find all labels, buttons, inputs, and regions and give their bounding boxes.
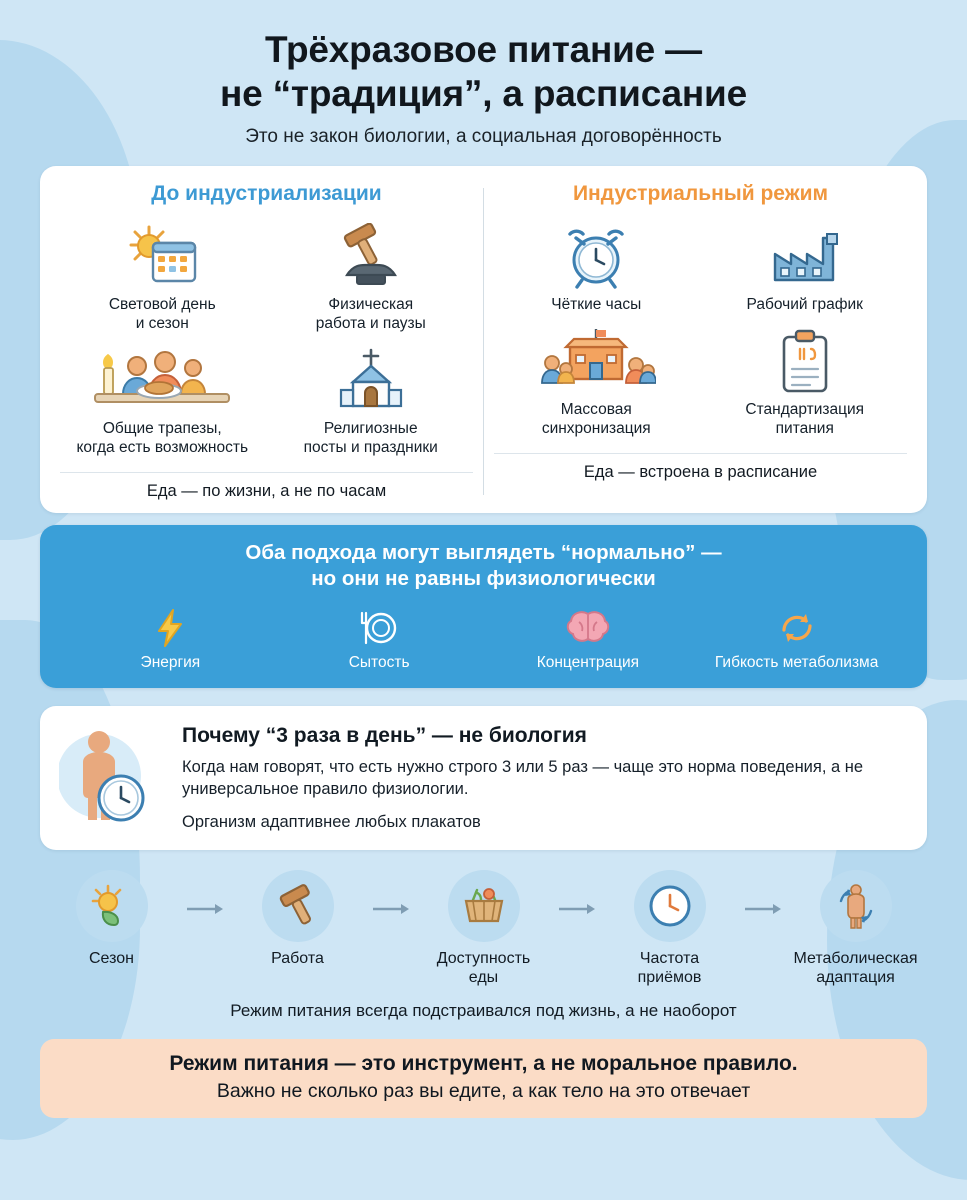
sun-leaf-icon	[76, 870, 148, 942]
comparison-band	[40, 525, 927, 688]
recycle-arrows-icon	[692, 605, 901, 651]
band-heading	[58, 540, 909, 591]
school-crowd-icon	[496, 325, 697, 399]
flow-arrow	[554, 902, 600, 916]
flow-arrow	[740, 902, 786, 916]
comparison-item-caption: Массовая синхронизация	[541, 401, 651, 438]
comparison-item	[269, 218, 474, 338]
person-clock-icon	[56, 720, 166, 832]
flow-step-label: Частота приёмов	[637, 950, 702, 987]
flow-step-food-availability	[416, 870, 552, 987]
flow-step-meal-frequency	[602, 870, 738, 987]
comparison-item	[269, 342, 474, 462]
band-item-label: Гибкость метаболизма	[714, 654, 879, 672]
flow-note: Режим питания всегда подстраивался под жизнь, а не наоборот	[230, 1001, 737, 1021]
flow-step-work	[230, 870, 366, 968]
why-card	[40, 706, 927, 850]
flow-step-label: Сезон	[89, 950, 134, 967]
alarm-clock-icon	[496, 220, 697, 294]
flow-diagram	[40, 870, 927, 987]
comparison-item	[494, 323, 699, 443]
why-heading: Почему “3 раза в день” — не биология	[182, 724, 587, 748]
column-footer-preindustrial: Еда — по жизни, а не по часам	[60, 472, 473, 501]
bottom-banner	[40, 1039, 927, 1118]
band-item-label: Энергия	[140, 654, 201, 672]
comparison-item-caption: Световой день и сезон	[108, 296, 216, 333]
plate-cutlery-icon	[275, 605, 484, 651]
band-item-label: Концентрация	[536, 654, 640, 672]
title-line-2: не “традиция”, а расписание	[220, 72, 747, 114]
comparison-item	[703, 323, 908, 443]
band-heading-line-1: Оба подхода могут выглядеть “нормально” —	[245, 540, 722, 564]
comparison-item	[494, 218, 699, 319]
flow-step-label: Метаболическая адаптация	[793, 950, 918, 987]
flow-arrow	[182, 902, 228, 916]
flow-arrow	[368, 902, 414, 916]
band-item-label: Сытость	[348, 654, 410, 672]
comparison-item-caption: Общие трапезы, когда есть возможность	[76, 420, 249, 457]
band-item-focus	[484, 605, 693, 672]
why-paragraph-2: Организм адаптивнее любых плакатов	[182, 813, 481, 832]
flow-step-season	[44, 870, 180, 968]
hammer-anvil-icon	[271, 220, 472, 294]
comparison-column-preindustrial	[50, 182, 483, 501]
flow-step-label: Работа	[271, 950, 324, 967]
flow-step-metabolic-adaptation	[788, 870, 924, 987]
comparison-card	[40, 166, 927, 513]
family-meal-icon	[62, 344, 263, 418]
lightning-icon	[66, 605, 275, 651]
comparison-column-industrial	[484, 182, 917, 501]
flow-step-label: Доступность еды	[436, 950, 531, 987]
hammer-icon	[262, 870, 334, 942]
column-heading-industrial: Индустриальный режим	[572, 182, 829, 206]
comparison-item-caption: Рабочий график	[746, 296, 863, 314]
clock-icon	[634, 870, 706, 942]
basket-icon	[448, 870, 520, 942]
comparison-item-caption: Религиозные посты и праздники	[303, 420, 438, 457]
sun-calendar-icon	[62, 220, 263, 294]
why-paragraph-1: Когда нам говорят, что есть нужно строго 3 или 5 раз — чаще это норма поведения, а не универсальное правило физиологии.	[182, 758, 864, 799]
comparison-item-caption: Чёткие часы	[551, 296, 642, 314]
bottom-line-1: Режим питания — это инструмент, а не моральное правило.	[169, 1052, 798, 1076]
church-icon	[271, 344, 472, 418]
brain-icon	[484, 605, 693, 651]
clipboard-meal-icon	[705, 325, 906, 399]
title-line-1: Трёхразовое питание —	[265, 29, 702, 70]
band-heading-line-2: но они не равны физиологически	[311, 566, 656, 590]
page-subtitle: Это не закон биологии, а социальная договорённость	[245, 126, 722, 148]
column-heading-preindustrial: До индустриализации	[151, 182, 382, 206]
comparison-item-caption: Стандартизация питания	[745, 401, 865, 438]
band-item-metabolic-flexibility	[692, 605, 901, 672]
band-item-energy	[66, 605, 275, 672]
factory-icon	[705, 220, 906, 294]
comparison-item	[60, 218, 265, 338]
page-title	[40, 28, 927, 115]
column-footer-industrial: Еда — встроена в расписание	[494, 453, 907, 482]
comparison-item-caption: Физическая работа и паузы	[315, 296, 426, 333]
body-metabolism-icon	[820, 870, 892, 942]
comparison-item	[703, 218, 908, 319]
bottom-line-2: Важно не сколько раз вы едите, а как тело на это отвечает	[216, 1080, 751, 1103]
comparison-item	[60, 342, 265, 462]
band-item-satiety	[275, 605, 484, 672]
